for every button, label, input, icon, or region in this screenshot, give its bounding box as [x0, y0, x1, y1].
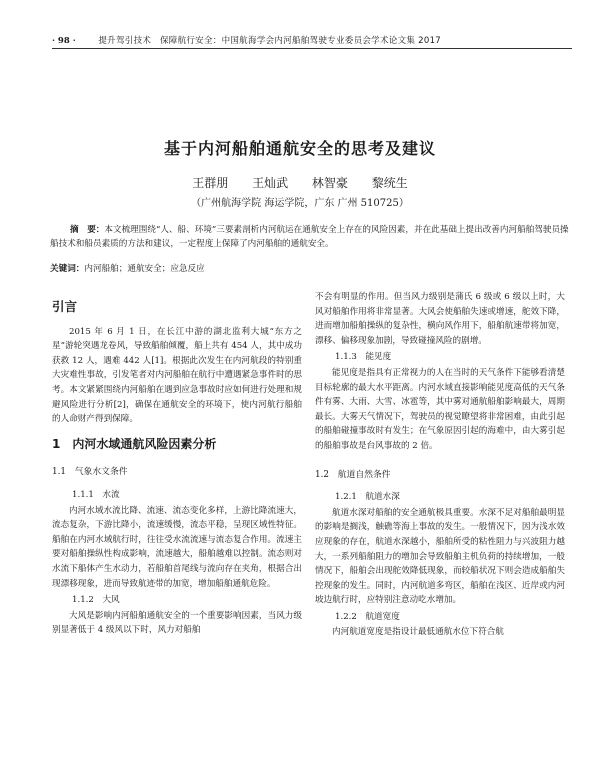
- subsection-1-2-1-heading: 1.2.1 航道水深: [335, 492, 400, 503]
- intro-paragraph: 2015 年 6 月 1 日，在长江中游的湖北监利大城“东方之星”游轮突遇龙卷风，导致船舶倾覆，船上共有 454 人，其中成功获救 12 人，遇难 442 人[1]。根据此次发生在内河航段的特别重大灾难性事故，引发笔者对内河船舶在航行中遭遇紧急事件时的思考。本文紧紧围绕内河船舶在遇到应急事故时应如何进行处理和规避风险进行分析[2]，确保在通航安全的环境下，使内河航行船舶的人命财产得到保障。: [52, 326, 302, 425]
- affiliation: （广州航海学院 海运学院，广东 广州 510725）: [191, 198, 409, 209]
- subsection-1-1-3-heading: 1.1.3 能见度: [335, 352, 392, 363]
- channel-depth-paragraph: 航道水深对船舶的安全通航极具重要。水深不足对船舶最明显的影响是搁浅，触礁等海上事故的发生。一般情况下，因为浅水效应现象的存在，航道水深越小，船舶所受的粘性阻力与兴波阻力越大，一系列船舶阻力的增加会导致船舶主机负荷的持续增加，一般情况下，船舶会出现舵效降低现象，而较船状况下则会造成船舶失控现象的发生。同时，内河航道多弯区，船舶在浅区、近岸或内河坡边航行时，应特别注意动吃水增加。: [315, 507, 565, 606]
- subsection-1-1-heading: 1.1 气象水文条件: [52, 467, 128, 478]
- author-name: 黎统生: [371, 176, 408, 190]
- subsection-1-2-2-heading: 1.2.2 航道宽度: [335, 611, 400, 622]
- subsection-1-1-1-heading: 1.1.1 水流: [72, 489, 120, 500]
- author-name: 王灿武: [252, 176, 289, 190]
- water-flow-paragraph: 内河水域水流比降、流速、流态变化多样，上游比降流速大，流态复杂，下游比降小，流速缓慢，流态平稳，呈现区域性特征。船舶在内河水域航行时，往往受水流流速与流态复合作用。流速主要对船舶操纵性构成影响，流速越大，船舶越难以控制。流态则对水流下船体产生水动力，若船舶首尾线与流向存在夹角，根据合出现漂移现象，进而导致航迹带的加宽，增加船舶通航危险。: [52, 505, 302, 589]
- header-rule: [52, 48, 572, 49]
- author-name: 王群朋: [192, 176, 229, 190]
- right-column: [315, 290, 565, 640]
- paper-title: 基于内河船舶通航安全的思考及建议: [163, 139, 436, 158]
- subsection-1-2-heading: 1.2 航道自然条件: [315, 469, 391, 480]
- keywords-text: 内河船舶；通航安全；应急反应: [84, 264, 205, 274]
- channel-width-paragraph: 内河航道宽度是指设计最低通航水位下符合航: [332, 627, 504, 638]
- intro-heading: 引言: [52, 299, 78, 314]
- wind-paragraph-continued: 不会有明显的作用。但当风力级别是蒲氏 6 级或 6 级以上时，大风对船舶作用将非常显著。大风会使船舶失速或增速，舵效下降，进而增加船舶操纵的复杂性，横向风作用下，船舶航速带将加宽，漂移、偏移现象加剧，导致碰撞风险的剧增。: [315, 292, 565, 346]
- wind-paragraph: 大风是影响内河船舶通航安全的一个重要影响因素，当风力级别显著低于 4 级风以下时，风力对船舶: [52, 610, 302, 636]
- journal-title: 提升驾引技术 保障航行安全：中国航海学会内河船舶驾驶专业委员会学术论文集 2017: [98, 36, 442, 46]
- abstract-label: 摘 要：: [70, 225, 105, 235]
- keywords-label: 关键词：: [50, 264, 85, 274]
- page-number: · 98 ·: [52, 36, 76, 46]
- subsection-1-1-2-heading: 1.1.2 大风: [72, 595, 120, 606]
- left-column: [52, 290, 302, 638]
- abstract-text: 本文梳理围绕“人、船、环境”三要素剖析内河航运在通航安全上存在的风险因素，并在此基础上提出改善内河船舶驾驶员操船技术和船员素质的方法和建议，一定程度上保障了内河船舶的通航安全。: [50, 225, 569, 249]
- author-name: 林智豪: [311, 176, 348, 190]
- section-1-heading: 1 内河水域通航风险因素分析: [52, 436, 217, 451]
- visibility-paragraph: 能见度是指具有正常视力的人在当时的天气条件下能够看清楚目标轮廓的最大水平距离。内河水域直接影响能见度高低的天气条件有雾、大雨、大雪、冰雹等，其中雾对通航船舶影响最大，周期最长。大雾天气情况下，驾驶员的视觉瞭望将非常困难，由此引起的船舶碰撞事故时有发生；在气象原因引起的海难中，由大雾引起的船舶事故是台风事故的 2 倍。: [315, 367, 565, 451]
- author-list: [0, 174, 600, 191]
- running-header: [52, 34, 572, 46]
- abstract: [50, 223, 575, 251]
- keywords: [50, 262, 575, 274]
